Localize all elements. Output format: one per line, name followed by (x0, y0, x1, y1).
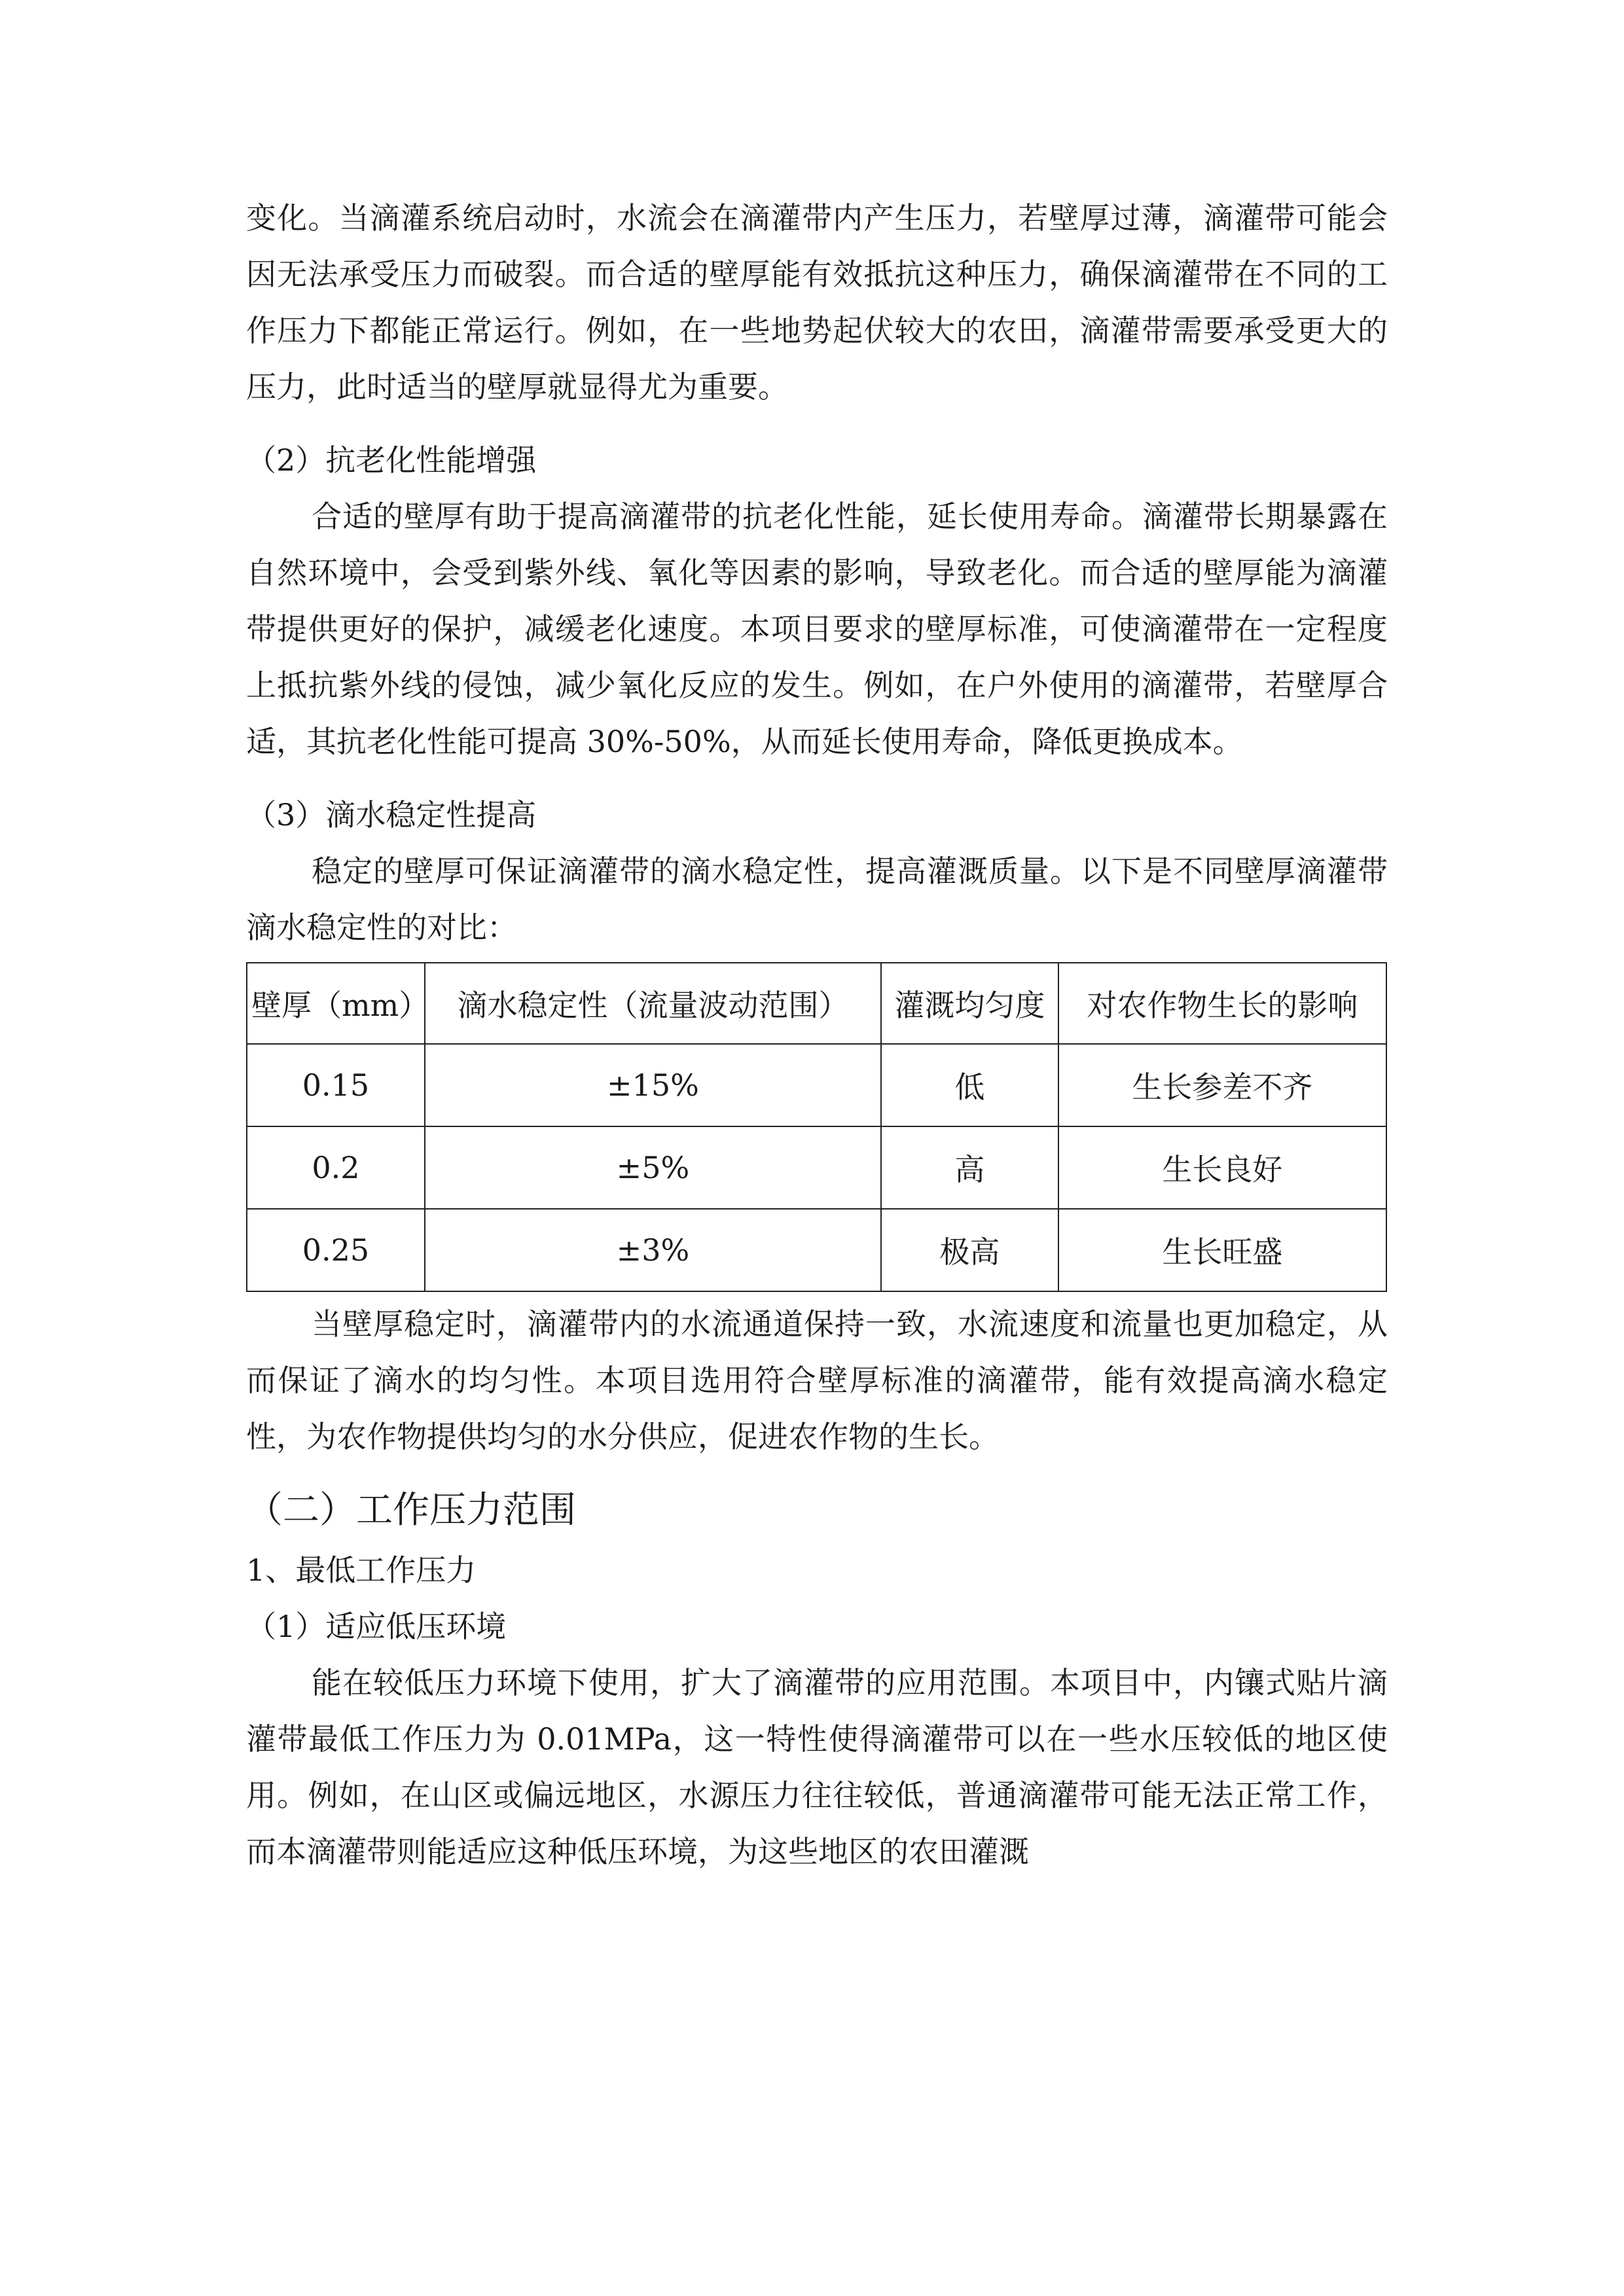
wall-thickness-comparison-table (246, 962, 1387, 1292)
table-header-cell: 灌溉均匀度 (881, 963, 1058, 1044)
document-page (246, 190, 1388, 1880)
table-cell: 低 (881, 1044, 1058, 1126)
table-cell: ±3% (425, 1209, 881, 1291)
table-header-cell: 对农作物生长的影响 (1058, 963, 1386, 1044)
table-cell: ±5% (425, 1126, 881, 1209)
section-heading-anti-aging: （2）抗老化性能增强 (246, 442, 537, 478)
table-cell: 0.2 (247, 1126, 425, 1209)
subheading-min-pressure: 1、最低工作压力 (246, 1552, 477, 1588)
table-cell: 极高 (881, 1209, 1058, 1291)
table-header-row (247, 963, 1386, 1044)
table-cell: 生长良好 (1058, 1126, 1386, 1209)
table-row (247, 1126, 1386, 1209)
table-row (247, 1044, 1386, 1126)
table-cell: 高 (881, 1126, 1058, 1209)
section-heading-drip-stability: （3）滴水稳定性提高 (246, 797, 537, 833)
subheading-low-pressure: （1）适应低压环境 (246, 1609, 507, 1644)
paragraph-drip-stability-conclusion: 当壁厚稳定时，滴灌带内的水流通道保持一致，水流速度和流量也更加稳定，从而保证了滴水的均匀性。本项目选用符合壁厚标准的滴灌带，能有效提高滴水稳定性，为农作物提供均匀的水分供应，促进农作物的生长。 (246, 1306, 1388, 1454)
table-header-cell: 滴水稳定性（流量波动范围） (425, 963, 881, 1044)
table-cell: 生长参差不齐 (1058, 1044, 1386, 1126)
paragraph-low-pressure: 能在较低压力环境下使用，扩大了滴灌带的应用范围。本项目中，内镶式贴片滴灌带最低工作压力为 0.01MPa，这一特性使得滴灌带可以在一些水压较低的地区使用。例如，在山区或偏远地区，水源压力往往较低，普通滴灌带可能无法正常工作，而本滴灌带则能适应这种低压环境，为这些地区的农田灌溉 (246, 1665, 1388, 1869)
paragraph-drip-stability-intro: 稳定的壁厚可保证滴灌带的滴水稳定性，提高灌溉质量。以下是不同壁厚滴灌带滴水稳定性的对比： (246, 853, 1388, 945)
table-header-cell: 壁厚（mm） (247, 963, 425, 1044)
table-cell: 0.25 (247, 1209, 425, 1291)
table-cell: ±15% (425, 1044, 881, 1126)
table-row (247, 1209, 1386, 1291)
table-cell: 0.15 (247, 1044, 425, 1126)
paragraph-continued: 变化。当滴灌系统启动时，水流会在滴灌带内产生压力，若壁厚过薄，滴灌带可能会因无法承受压力而破裂。而合适的壁厚能有效抵抗这种压力，确保滴灌带在不同的工作压力下都能正常运行。例如，在一些地势起伏较大的农田，滴灌带需要承受更大的压力，此时适当的壁厚就显得尤为重要。 (246, 200, 1388, 404)
chapter-heading-working-pressure: （二）工作压力范围 (246, 1489, 576, 1532)
paragraph-anti-aging: 合适的壁厚有助于提高滴灌带的抗老化性能，延长使用寿命。滴灌带长期暴露在自然环境中，会受到紫外线、氧化等因素的影响，导致老化。而合适的壁厚能为滴灌带提供更好的保护，减缓老化速度。本项目要求的壁厚标准，可使滴灌带在一定程度上抵抗紫外线的侵蚀，减少氧化反应的发生。例如，在户外使用的滴灌带，若壁厚合适，其抗老化性能可提高 30%-50%，从而延长使用寿命，降低更换成本。 (246, 499, 1388, 759)
table-cell: 生长旺盛 (1058, 1209, 1386, 1291)
